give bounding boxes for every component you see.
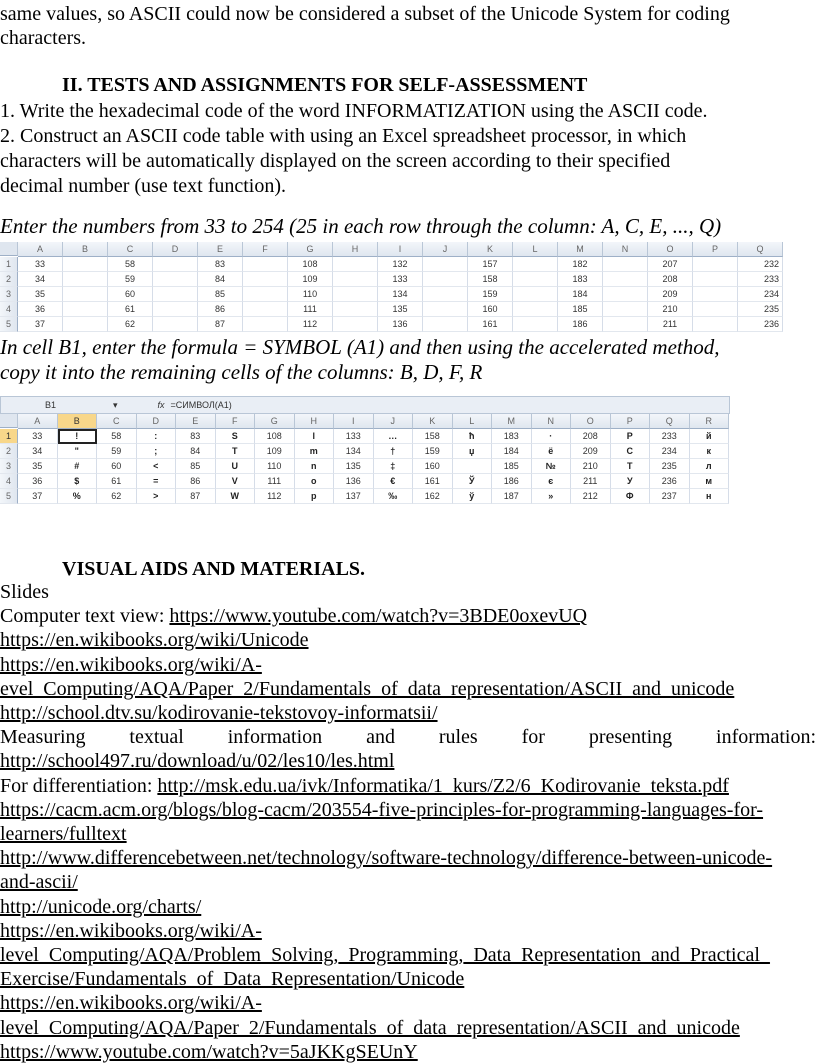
cell-K1[interactable]: 158 — [413, 429, 453, 444]
cell-J5[interactable] — [423, 317, 468, 332]
cell-K4[interactable]: 161 — [413, 474, 453, 489]
cell-Q1[interactable]: 232 — [738, 257, 783, 272]
cell-H4[interactable]: o — [295, 474, 335, 489]
column-header-P[interactable]: P — [693, 242, 738, 257]
cell-R1[interactable]: й — [690, 429, 730, 444]
wikibooks-ascii-link-1[interactable]: https://en.wikibooks.org/wiki/A- — [0, 653, 262, 676]
cell-J5[interactable]: ‰ — [374, 489, 414, 504]
cell-E4[interactable]: 86 — [198, 302, 243, 317]
column-header-Q[interactable]: Q — [650, 414, 690, 429]
cell-I5[interactable]: 136 — [378, 317, 423, 332]
cell-F4[interactable] — [243, 302, 288, 317]
cell-F1[interactable] — [243, 257, 288, 272]
cell-K3[interactable]: 160 — [413, 459, 453, 474]
cell-K4[interactable]: 160 — [468, 302, 513, 317]
cell-D5[interactable]: > — [137, 489, 177, 504]
cell-C5[interactable]: 62 — [97, 489, 137, 504]
text-line: In cell B1, enter the formula = SYMBOL (A1) and then using the accelerated method, — [0, 335, 720, 359]
msk-link[interactable]: http://msk.edu.ua/ivk/Informatika/1_kurs/Z2/6_Kodirovanie_teksta.pdf — [157, 774, 729, 797]
cell-E2[interactable]: 84 — [176, 444, 216, 459]
name-box[interactable]: B1 — [45, 400, 57, 410]
task-line: 1. Write the hexadecimal code of the word INFORMATIZATION using the ASCII code. — [0, 100, 708, 122]
cell-C2[interactable]: 59 — [108, 272, 153, 287]
column-header-F[interactable]: F — [216, 414, 256, 429]
cell-B1[interactable] — [63, 257, 108, 272]
column-header-Q[interactable]: Q — [738, 242, 783, 257]
cell-L1[interactable]: ћ — [453, 429, 493, 444]
row-header-2[interactable]: 2 — [0, 272, 18, 287]
cell-H3[interactable] — [333, 287, 378, 302]
cell-I2[interactable]: 133 — [378, 272, 423, 287]
cell-M3[interactable]: 185 — [492, 459, 532, 474]
cell-Q3[interactable]: 234 — [738, 287, 783, 302]
select-all-corner[interactable] — [0, 414, 18, 428]
column-header-H[interactable]: H — [295, 414, 335, 429]
cell-F5[interactable]: W — [216, 489, 256, 504]
row-header-5[interactable]: 5 — [0, 317, 18, 332]
cell-Q3[interactable]: 235 — [650, 459, 690, 474]
cell-C1[interactable]: 58 — [108, 257, 153, 272]
instruction-2 — [0, 335, 816, 384]
cell-A1[interactable]: 33 — [18, 429, 58, 444]
fx-icon[interactable]: fx — [157, 400, 165, 410]
cell-G2[interactable]: 109 — [288, 272, 333, 287]
cell-L5[interactable] — [513, 317, 558, 332]
column-header-F[interactable]: F — [243, 242, 288, 257]
cell-J1[interactable] — [423, 257, 468, 272]
youtube-link-2[interactable]: https://www.youtube.com/watch?v=5aJKKgSEUnY — [0, 1040, 418, 1063]
cell-C1[interactable]: 58 — [97, 429, 137, 444]
cell-F4[interactable]: V — [216, 474, 256, 489]
cell-D4[interactable] — [153, 302, 198, 317]
slides-label: Slides — [0, 581, 49, 603]
row-header-3[interactable]: 3 — [0, 287, 18, 302]
cell-D1[interactable] — [153, 257, 198, 272]
column-header-A[interactable]: A — [18, 414, 58, 429]
cell-Q2[interactable]: 233 — [738, 272, 783, 287]
differencebetween-link[interactable]: http://www.differencebetween.net/technology/software-technology/difference-between-unicode- — [0, 847, 773, 870]
column-header-A[interactable]: A — [18, 242, 63, 257]
cell-I3[interactable]: 135 — [334, 459, 374, 474]
cell-C2[interactable]: 59 — [97, 444, 137, 459]
cell-H1[interactable]: l — [295, 429, 335, 444]
cell-P4[interactable]: У — [611, 474, 651, 489]
column-header-J[interactable]: J — [423, 242, 468, 257]
differentiation-label: For differentiation: — [0, 774, 158, 797]
cell-A1[interactable]: 33 — [18, 257, 63, 272]
cell-F2[interactable]: T — [216, 444, 256, 459]
cell-M1[interactable]: 183 — [492, 429, 532, 444]
row-header-5[interactable]: 5 — [0, 489, 18, 504]
cell-C4[interactable]: 61 — [97, 474, 137, 489]
cell-H3[interactable]: n — [295, 459, 335, 474]
instruction-1: Enter the numbers from 33 to 254 (25 in each row through the column: A, C, E, ..., Q) — [0, 214, 722, 238]
cell-L4[interactable] — [513, 302, 558, 317]
cell-R4[interactable]: м — [690, 474, 730, 489]
row-header-3[interactable]: 3 — [0, 459, 18, 474]
cell-I3[interactable]: 134 — [378, 287, 423, 302]
cell-O3[interactable]: 209 — [648, 287, 693, 302]
cell-O1[interactable]: 207 — [648, 257, 693, 272]
spreadsheet-numbers — [0, 242, 786, 332]
cell-E2[interactable]: 84 — [198, 272, 243, 287]
cell-B1[interactable]: ! — [58, 429, 98, 444]
cell-H5[interactable]: p — [295, 489, 335, 504]
row-header-1[interactable]: 1 — [0, 257, 18, 272]
cell-L4[interactable]: Ў — [453, 474, 493, 489]
school497-link[interactable]: http://school497.ru/download/u/02/les10/les.html — [0, 750, 395, 773]
cell-I5[interactable]: 137 — [334, 489, 374, 504]
cell-I1[interactable]: 132 — [378, 257, 423, 272]
cell-O2[interactable]: 209 — [571, 444, 611, 459]
cell-E3[interactable]: 85 — [198, 287, 243, 302]
cell-C5[interactable]: 62 — [108, 317, 153, 332]
cell-N5[interactable]: » — [532, 489, 572, 504]
intro-paragraph — [0, 2, 816, 50]
wikibooks-problem-solving-link-cont2[interactable]: Exercise/Fundamentals_of_Data_Representation/Unicode — [0, 968, 465, 991]
cell-R5[interactable]: н — [690, 489, 730, 504]
youtube-link-1[interactable]: https://www.youtube.com/watch?v=3BDE0oxevUQ — [169, 605, 588, 628]
cell-J2[interactable]: † — [374, 444, 414, 459]
wikibooks-problem-solving-link[interactable]: https://en.wikibooks.org/wiki/A- — [0, 919, 262, 942]
cell-K5[interactable]: 162 — [413, 489, 453, 504]
column-header-E[interactable]: E — [198, 242, 243, 257]
column-header-E[interactable]: E — [176, 414, 216, 429]
cell-H1[interactable] — [333, 257, 378, 272]
cell-D3[interactable] — [153, 287, 198, 302]
cell-D5[interactable] — [153, 317, 198, 332]
cell-B4[interactable]: $ — [58, 474, 98, 489]
cell-O3[interactable]: 210 — [571, 459, 611, 474]
cell-N5[interactable] — [603, 317, 648, 332]
cell-P1[interactable]: Р — [611, 429, 651, 444]
cell-F3[interactable] — [243, 287, 288, 302]
cell-P1[interactable] — [693, 257, 738, 272]
cell-P5[interactable] — [693, 317, 738, 332]
cell-M1[interactable]: 182 — [558, 257, 603, 272]
cell-O4[interactable]: 211 — [571, 474, 611, 489]
cell-L3[interactable] — [453, 459, 493, 474]
column-header-J[interactable]: J — [374, 414, 414, 429]
cell-G1[interactable]: 108 — [288, 257, 333, 272]
column-header-B[interactable]: B — [58, 414, 98, 429]
cell-P2[interactable] — [693, 272, 738, 287]
column-header-C[interactable]: C — [97, 414, 137, 429]
cell-G3[interactable]: 110 — [255, 459, 295, 474]
cell-H5[interactable] — [333, 317, 378, 332]
cell-A3[interactable]: 35 — [18, 287, 63, 302]
cell-E5[interactable]: 87 — [176, 489, 216, 504]
cell-C4[interactable]: 61 — [108, 302, 153, 317]
column-header-N[interactable]: N — [603, 242, 648, 257]
cell-N1[interactable] — [603, 257, 648, 272]
cell-E1[interactable]: 83 — [176, 429, 216, 444]
cacm-link[interactable]: https://cacm.acm.org/blogs/blog-cacm/203554-five-principles-for-programming-languages-for- — [0, 798, 764, 821]
column-header-O[interactable]: O — [648, 242, 693, 257]
cell-H2[interactable]: m — [295, 444, 335, 459]
cell-E4[interactable]: 86 — [176, 474, 216, 489]
wikibooks-ascii-link-2-cont[interactable]: level_Computing/AQA/Paper_2/Fundamentals_of_data_representation/ASCII_and_unicode — [0, 1016, 740, 1039]
cell-C3[interactable]: 60 — [97, 459, 137, 474]
column-header-L[interactable]: L — [513, 242, 558, 257]
cell-P4[interactable] — [693, 302, 738, 317]
column-header-N[interactable]: N — [532, 414, 572, 429]
cell-B2[interactable] — [63, 272, 108, 287]
cell-D2[interactable] — [153, 272, 198, 287]
cell-B5[interactable]: % — [58, 489, 98, 504]
cell-O2[interactable]: 208 — [648, 272, 693, 287]
cell-B5[interactable] — [63, 317, 108, 332]
cell-M4[interactable]: 185 — [558, 302, 603, 317]
cell-Q4[interactable]: 235 — [738, 302, 783, 317]
chevron-down-icon[interactable]: ▾ — [113, 399, 118, 410]
cell-F3[interactable]: U — [216, 459, 256, 474]
cell-Q5[interactable]: 237 — [650, 489, 690, 504]
select-all-corner[interactable] — [0, 242, 18, 256]
cell-O5[interactable]: 211 — [648, 317, 693, 332]
cell-L2[interactable] — [513, 272, 558, 287]
cell-N2[interactable] — [603, 272, 648, 287]
cell-J3[interactable]: ‡ — [374, 459, 414, 474]
cell-J4[interactable] — [423, 302, 468, 317]
cell-N3[interactable]: № — [532, 459, 572, 474]
task-line: 2. Construct an ASCII code table with using an Excel spreadsheet processor, in which — [0, 125, 687, 147]
cell-J3[interactable] — [423, 287, 468, 302]
wikibooks-ascii-link-1-cont[interactable]: evel_Computing/AQA/Paper_2/Fundamentals_of_data_representation/ASCII_and_unicode — [0, 677, 735, 700]
row-header-1[interactable]: 1 — [0, 429, 18, 444]
cell-I4[interactable]: 136 — [334, 474, 374, 489]
cell-E5[interactable]: 87 — [198, 317, 243, 332]
cell-A5[interactable]: 37 — [18, 489, 58, 504]
row-header-4[interactable]: 4 — [0, 474, 18, 489]
cell-M5[interactable]: 186 — [558, 317, 603, 332]
cell-K5[interactable]: 161 — [468, 317, 513, 332]
cell-R2[interactable]: к — [690, 444, 730, 459]
wikibooks-problem-solving-link-cont[interactable]: level_Computing/AQA/Problem_Solving,_Programming,_Data_Representation_and_Practical_ — [0, 944, 770, 967]
spreadsheet-symbols — [0, 396, 730, 504]
cell-B2[interactable]: " — [58, 444, 98, 459]
cell-G1[interactable]: 108 — [255, 429, 295, 444]
cell-M3[interactable]: 184 — [558, 287, 603, 302]
column-header-I[interactable]: I — [334, 414, 374, 429]
column-header-O[interactable]: O — [571, 414, 611, 429]
cell-G2[interactable]: 109 — [255, 444, 295, 459]
cell-N4[interactable] — [603, 302, 648, 317]
cell-I4[interactable]: 135 — [378, 302, 423, 317]
wikibooks-unicode-link[interactable]: https://en.wikibooks.org/wiki/Unicode — [0, 629, 309, 652]
cell-B4[interactable] — [63, 302, 108, 317]
column-header-D[interactable]: D — [137, 414, 177, 429]
cell-N3[interactable] — [603, 287, 648, 302]
cell-G3[interactable]: 110 — [288, 287, 333, 302]
column-header-L[interactable]: L — [453, 414, 493, 429]
cell-I2[interactable]: 134 — [334, 444, 374, 459]
cell-L1[interactable] — [513, 257, 558, 272]
cell-O1[interactable]: 208 — [571, 429, 611, 444]
cell-G5[interactable]: 112 — [288, 317, 333, 332]
cell-P2[interactable]: С — [611, 444, 651, 459]
measuring-text: Measuring textual information and rules for presenting information: — [0, 726, 816, 749]
column-header-B[interactable]: B — [63, 242, 108, 257]
cell-N1[interactable]: · — [532, 429, 572, 444]
cell-O5[interactable]: 212 — [571, 489, 611, 504]
cell-P3[interactable]: Т — [611, 459, 651, 474]
cell-G4[interactable]: 111 — [288, 302, 333, 317]
column-header-D[interactable]: D — [153, 242, 198, 257]
cell-R3[interactable]: л — [690, 459, 730, 474]
column-header-I[interactable]: I — [378, 242, 423, 257]
column-header-R[interactable]: R — [690, 414, 730, 429]
cell-P3[interactable] — [693, 287, 738, 302]
column-header-P[interactable]: P — [611, 414, 651, 429]
materials-list — [0, 580, 816, 1064]
cell-C3[interactable]: 60 — [108, 287, 153, 302]
cell-P5[interactable]: Ф — [611, 489, 651, 504]
cell-A2[interactable]: 34 — [18, 272, 63, 287]
cell-D1[interactable]: : — [137, 429, 177, 444]
text-line: copy it into the remaining cells of the columns: B, D, F, R — [0, 359, 483, 384]
cell-Q5[interactable]: 236 — [738, 317, 783, 332]
cell-A4[interactable]: 36 — [18, 302, 63, 317]
cell-A4[interactable]: 36 — [18, 474, 58, 489]
cell-H2[interactable] — [333, 272, 378, 287]
cell-M5[interactable]: 187 — [492, 489, 532, 504]
cell-D2[interactable]: ; — [137, 444, 177, 459]
cell-Q1[interactable]: 233 — [650, 429, 690, 444]
column-header-M[interactable]: M — [558, 242, 603, 257]
cell-F2[interactable] — [243, 272, 288, 287]
row-header-4[interactable]: 4 — [0, 302, 18, 317]
cell-L2[interactable]: џ — [453, 444, 493, 459]
task-line: decimal number (use text function). — [0, 175, 287, 197]
computer-text-label: Computer text view: — [0, 605, 170, 628]
column-header-G[interactable]: G — [288, 242, 333, 257]
formula-input[interactable]: =СИМВОЛ(A1) — [170, 400, 232, 410]
text-line: same values, so ASCII could now be considered a subset of the Unicode System for coding — [0, 3, 730, 25]
text-line: characters. — [0, 27, 87, 50]
tests-heading: II. TESTS AND ASSIGNMENTS FOR SELF-ASSESSMENT — [62, 74, 588, 96]
cell-A2[interactable]: 34 — [18, 444, 58, 459]
cell-A5[interactable]: 37 — [18, 317, 63, 332]
cell-D3[interactable]: < — [137, 459, 177, 474]
column-header-K[interactable]: K — [413, 414, 453, 429]
cell-M2[interactable]: 183 — [558, 272, 603, 287]
school-dtv-link[interactable]: http://school.dtv.su/kodirovanie-tekstovoy-informatsii/ — [0, 702, 438, 725]
column-header-K[interactable]: K — [468, 242, 513, 257]
wikibooks-ascii-link-2[interactable]: https://en.wikibooks.org/wiki/A- — [0, 992, 262, 1015]
differencebetween-link-cont[interactable]: and-ascii/ — [0, 871, 78, 894]
formula-bar — [0, 396, 730, 414]
cell-L3[interactable] — [513, 287, 558, 302]
cell-F1[interactable]: S — [216, 429, 256, 444]
unicode-charts-link[interactable]: http://unicode.org/charts/ — [0, 895, 202, 918]
task-line: characters will be automatically displayed on the screen according to their specified — [0, 150, 671, 172]
cell-G5[interactable]: 112 — [255, 489, 295, 504]
cell-K2[interactable]: 159 — [413, 444, 453, 459]
cell-G4[interactable]: 111 — [255, 474, 295, 489]
tasks — [0, 99, 816, 199]
cell-A3[interactable]: 35 — [18, 459, 58, 474]
cell-J2[interactable] — [423, 272, 468, 287]
cell-N2[interactable]: ё — [532, 444, 572, 459]
cell-B3[interactable]: # — [58, 459, 98, 474]
cell-J4[interactable]: € — [374, 474, 414, 489]
column-header-M[interactable]: M — [492, 414, 532, 429]
cell-E3[interactable]: 85 — [176, 459, 216, 474]
column-header-G[interactable]: G — [255, 414, 295, 429]
column-header-H[interactable]: H — [333, 242, 378, 257]
cell-N4[interactable]: є — [532, 474, 572, 489]
cell-B3[interactable] — [63, 287, 108, 302]
cell-Q4[interactable]: 236 — [650, 474, 690, 489]
cell-K2[interactable]: 158 — [468, 272, 513, 287]
cell-O4[interactable]: 210 — [648, 302, 693, 317]
cell-D4[interactable]: = — [137, 474, 177, 489]
cell-K1[interactable]: 157 — [468, 257, 513, 272]
row-header-2[interactable]: 2 — [0, 444, 18, 459]
cell-K3[interactable]: 159 — [468, 287, 513, 302]
cell-F5[interactable] — [243, 317, 288, 332]
cell-J1[interactable]: … — [374, 429, 414, 444]
cell-I1[interactable]: 133 — [334, 429, 374, 444]
cell-E1[interactable]: 83 — [198, 257, 243, 272]
cacm-link-cont[interactable]: learners/fulltext — [0, 823, 127, 846]
cell-Q2[interactable]: 234 — [650, 444, 690, 459]
cell-H4[interactable] — [333, 302, 378, 317]
cell-L5[interactable]: ў — [453, 489, 493, 504]
cell-M4[interactable]: 186 — [492, 474, 532, 489]
cell-M2[interactable]: 184 — [492, 444, 532, 459]
visual-aids-heading: VISUAL AIDS AND MATERIALS. — [62, 558, 366, 580]
column-header-C[interactable]: C — [108, 242, 153, 257]
